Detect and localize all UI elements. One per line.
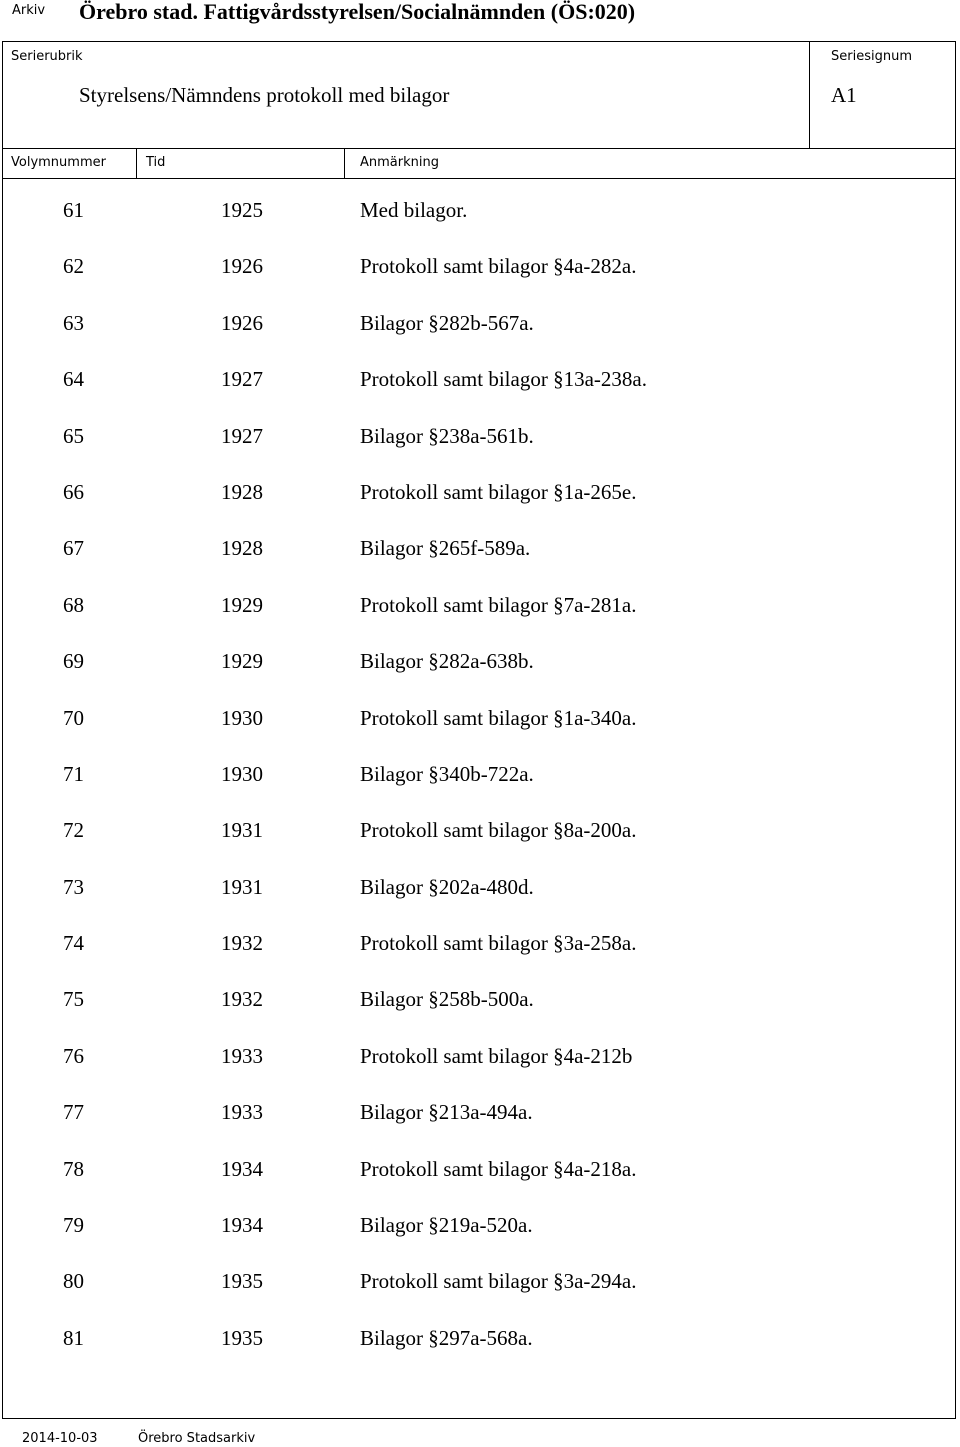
page-title: Örebro stad. Fattigvårdsstyrelsen/Socialnämnden (ÖS:020) <box>79 0 636 24</box>
volume-number: 63 <box>63 310 84 335</box>
volume-number: 71 <box>63 761 84 786</box>
column-header-volymnummer: Volymnummer <box>11 155 106 170</box>
volume-number: 81 <box>63 1325 84 1350</box>
list-item <box>0 1326 960 1382</box>
volume-year: 1932 <box>221 987 263 1012</box>
volume-year: 1930 <box>221 761 263 786</box>
list-item <box>0 593 960 649</box>
list-item <box>0 818 960 874</box>
list-item <box>0 762 960 818</box>
volume-number: 78 <box>63 1156 84 1181</box>
volume-year: 1930 <box>221 705 263 730</box>
volume-year: 1926 <box>221 254 263 279</box>
volume-number: 68 <box>63 592 84 617</box>
volume-year: 1926 <box>221 310 263 335</box>
volume-number: 67 <box>63 536 84 561</box>
volume-year: 1934 <box>221 1156 263 1181</box>
volume-year: 1935 <box>221 1269 263 1294</box>
volume-number: 73 <box>63 874 84 899</box>
list-item <box>0 254 960 310</box>
list-item <box>0 424 960 480</box>
volume-year: 1929 <box>221 592 263 617</box>
volume-number: 74 <box>63 931 84 956</box>
volume-number: 69 <box>63 649 84 674</box>
list-item <box>0 1157 960 1213</box>
volume-note: Bilagor §282b-567a. <box>360 310 534 335</box>
footer-organization: Örebro Stadsarkiv <box>138 1431 256 1446</box>
volume-year: 1928 <box>221 479 263 504</box>
seriesignum-value: A1 <box>831 83 857 107</box>
volume-note: Protokoll samt bilagor §8a-200a. <box>360 818 637 843</box>
volume-note: Bilagor §238a-561b. <box>360 423 534 448</box>
divider <box>3 148 955 149</box>
volume-number: 75 <box>63 987 84 1012</box>
volume-note: Bilagor §202a-480d. <box>360 874 534 899</box>
volume-note: Bilagor §219a-520a. <box>360 1213 533 1238</box>
list-item <box>0 536 960 592</box>
divider <box>809 42 810 148</box>
volume-year: 1935 <box>221 1325 263 1350</box>
volume-year: 1929 <box>221 649 263 674</box>
volume-list <box>0 198 960 1382</box>
volume-note: Protokoll samt bilagor §7a-281a. <box>360 592 637 617</box>
volume-year: 1933 <box>221 1043 263 1068</box>
volume-note: Protokoll samt bilagor §4a-282a. <box>360 254 637 279</box>
volume-number: 80 <box>63 1269 84 1294</box>
list-item <box>0 706 960 762</box>
column-header-tid: Tid <box>146 155 166 170</box>
volume-number: 77 <box>63 1100 84 1125</box>
footer-date: 2014-10-03 <box>22 1431 98 1446</box>
arkiv-label: Arkiv <box>12 3 46 18</box>
volume-number: 65 <box>63 423 84 448</box>
list-item <box>0 198 960 254</box>
list-item <box>0 875 960 931</box>
seriesignum-label: Seriesignum <box>831 49 912 64</box>
volume-year: 1927 <box>221 367 263 392</box>
list-item <box>0 1269 960 1325</box>
volume-note: Protokoll samt bilagor §4a-218a. <box>360 1156 637 1181</box>
volume-note: Protokoll samt bilagor §3a-258a. <box>360 931 637 956</box>
list-item <box>0 649 960 705</box>
volume-note: Protokoll samt bilagor §1a-265e. <box>360 479 637 504</box>
volume-note: Bilagor §297a-568a. <box>360 1325 533 1350</box>
serierubrik-label: Serierubrik <box>11 49 83 64</box>
volume-year: 1933 <box>221 1100 263 1125</box>
volume-year: 1932 <box>221 931 263 956</box>
volume-note: Protokoll samt bilagor §3a-294a. <box>360 1269 637 1294</box>
list-item <box>0 1213 960 1269</box>
volume-year: 1927 <box>221 423 263 448</box>
volume-number: 72 <box>63 818 84 843</box>
list-item <box>0 480 960 536</box>
volume-note: Bilagor §265f-589a. <box>360 536 531 561</box>
volume-number: 61 <box>63 198 84 222</box>
volume-year: 1925 <box>221 198 263 222</box>
list-item <box>0 987 960 1043</box>
volume-note: Bilagor §258b-500a. <box>360 987 534 1012</box>
volume-note: Bilagor §340b-722a. <box>360 761 534 786</box>
list-item <box>0 1100 960 1156</box>
list-item <box>0 311 960 367</box>
volume-note: Protokoll samt bilagor §13a-238a. <box>360 367 647 392</box>
volume-number: 79 <box>63 1213 84 1238</box>
serierubrik-value: Styrelsens/Nämndens protokoll med bilagor <box>79 83 450 107</box>
volume-note: Med bilagor. <box>360 198 468 222</box>
volume-year: 1931 <box>221 874 263 899</box>
volume-number: 64 <box>63 367 84 392</box>
volume-number: 62 <box>63 254 84 279</box>
column-header-anmarkning: Anmärkning <box>360 155 439 170</box>
divider <box>3 178 955 179</box>
volume-note: Protokoll samt bilagor §1a-340a. <box>360 705 637 730</box>
volume-note: Protokoll samt bilagor §4a-212b <box>360 1043 633 1068</box>
volume-number: 76 <box>63 1043 84 1068</box>
volume-note: Bilagor §213a-494a. <box>360 1100 533 1125</box>
list-item <box>0 367 960 423</box>
volume-note: Bilagor §282a-638b. <box>360 649 534 674</box>
volume-number: 70 <box>63 705 84 730</box>
divider <box>344 148 345 178</box>
divider <box>136 148 137 178</box>
volume-year: 1934 <box>221 1213 263 1238</box>
volume-year: 1931 <box>221 818 263 843</box>
list-item <box>0 1044 960 1100</box>
list-item <box>0 931 960 987</box>
volume-year: 1928 <box>221 536 263 561</box>
volume-number: 66 <box>63 479 84 504</box>
